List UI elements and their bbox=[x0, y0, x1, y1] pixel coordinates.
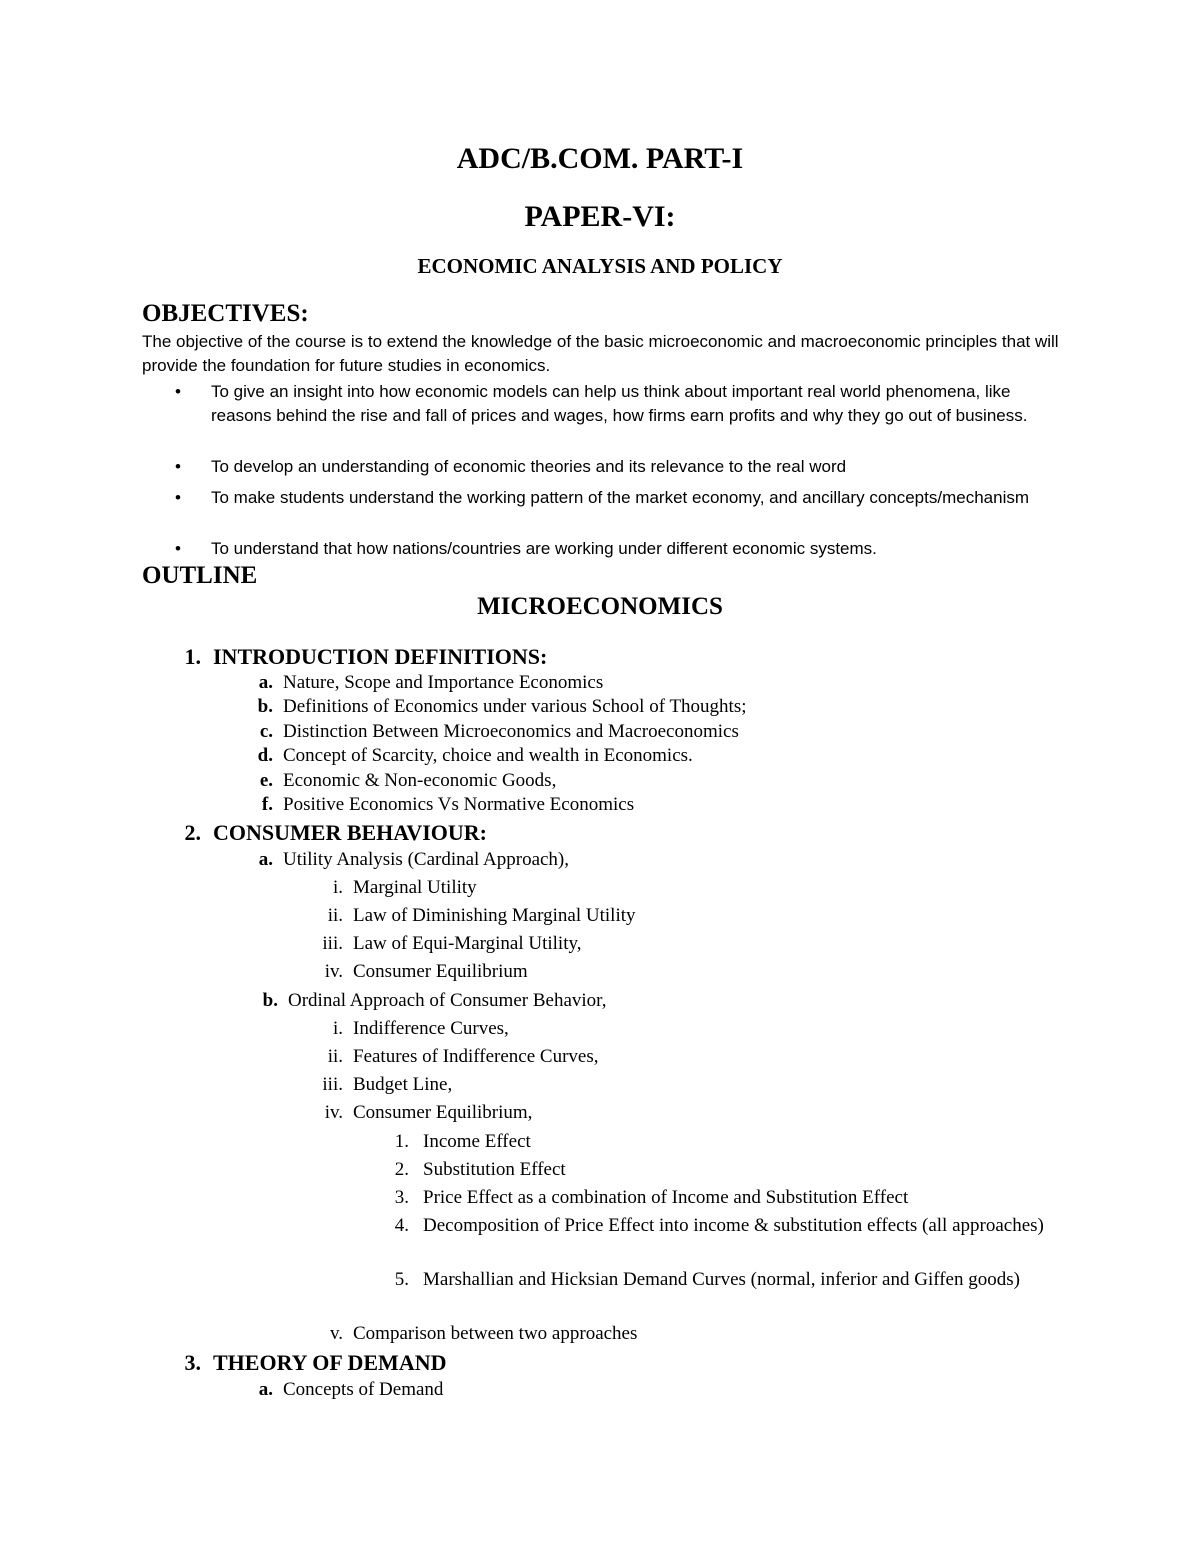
item-marker: d. bbox=[257, 745, 273, 766]
item-marker: 1. bbox=[184, 644, 201, 669]
item-text: THEORY OF DEMAND bbox=[213, 1350, 447, 1375]
paper-subtitle: ECONOMIC ANALYSIS AND POLICY bbox=[417, 254, 783, 278]
item-text: Definitions of Economics under various School of Thoughts; bbox=[283, 696, 747, 717]
item-marker: b. bbox=[257, 696, 273, 717]
item-marker: f. bbox=[261, 794, 273, 815]
objective-bullet bbox=[175, 455, 1075, 479]
item-text: Features of Indifference Curves, bbox=[353, 1046, 599, 1067]
bullet-text: To give an insight into how economic models can help us think about important real world phenomena, like reasons behind the rise and fall of prices and wages, how firms earn profits and why they go out of business. bbox=[211, 382, 1028, 425]
item-marker: i. bbox=[332, 877, 343, 898]
bullet-icon: • bbox=[175, 457, 181, 476]
item-text: Substitution Effect bbox=[423, 1159, 566, 1180]
item-text: CONSUMER BEHAVIOUR: bbox=[213, 820, 488, 845]
outline-heading: OUTLINE bbox=[142, 562, 258, 589]
item-marker: iv. bbox=[324, 961, 343, 982]
item-text: Concept of Scarcity, choice and wealth in Economics. bbox=[283, 745, 693, 766]
item-marker: ii. bbox=[327, 1046, 343, 1067]
paper-title: PAPER-VI: bbox=[524, 200, 676, 233]
item-text: Consumer Equilibrium, bbox=[353, 1102, 533, 1123]
item-marker: e. bbox=[259, 770, 273, 791]
item-text: Utility Analysis (Cardinal Approach), bbox=[283, 849, 570, 870]
item-marker: b. bbox=[262, 990, 278, 1011]
item-text: Economic & Non-economic Goods, bbox=[283, 770, 557, 791]
item-marker: 2. bbox=[184, 820, 201, 845]
bullet-text: To understand that how nations/countries are working under different economic systems. bbox=[211, 539, 877, 558]
bullet-text: To develop an understanding of economic theories and its relevance to the real word bbox=[211, 457, 847, 476]
item-text: Ordinal Approach of Consumer Behavior, bbox=[288, 990, 607, 1011]
item-marker: ii. bbox=[327, 905, 343, 926]
item-text: Income Effect bbox=[423, 1131, 531, 1152]
item-marker: iv. bbox=[324, 1102, 343, 1123]
course-title: ADC/B.COM. PART-I bbox=[456, 142, 744, 175]
item-text: INTRODUCTION DEFINITIONS: bbox=[213, 644, 548, 669]
objectives-heading: OBJECTIVES: bbox=[142, 300, 309, 327]
bullet-icon: • bbox=[175, 488, 181, 507]
item-text: Distinction Between Microeconomics and Macroeconomics bbox=[283, 721, 739, 742]
item-text: Law of Diminishing Marginal Utility bbox=[353, 905, 636, 926]
item-text: Nature, Scope and Importance Economics bbox=[283, 672, 604, 693]
objectives-intro: The objective of the course is to extend the knowledge of the basic microeconomic and macroeconomic principles that will provide the foundation for future studies in economics. bbox=[142, 332, 1059, 375]
item-marker: 2. bbox=[394, 1159, 409, 1180]
item-text: Marginal Utility bbox=[353, 877, 477, 898]
item-marker: 4. bbox=[394, 1215, 409, 1236]
objective-bullet bbox=[175, 537, 1075, 561]
bullet-icon: • bbox=[175, 382, 181, 401]
objective-bullet bbox=[175, 380, 1075, 428]
item-text: Budget Line, bbox=[353, 1074, 453, 1095]
item-text: Law of Equi-Marginal Utility, bbox=[353, 933, 582, 954]
item-marker: 1. bbox=[394, 1131, 409, 1152]
item-marker: i. bbox=[332, 1018, 343, 1039]
item-text: Price Effect as a combination of Income and Substitution Effect bbox=[423, 1187, 909, 1208]
item-marker: iii. bbox=[322, 933, 343, 954]
item-text: Indifference Curves, bbox=[353, 1018, 509, 1039]
item-marker: a. bbox=[258, 849, 273, 870]
item-marker: v. bbox=[329, 1323, 343, 1344]
item-marker: 3. bbox=[184, 1350, 201, 1375]
bullet-icon: • bbox=[175, 539, 181, 558]
item-text: Positive Economics Vs Normative Economics bbox=[283, 794, 635, 815]
item-marker: iii. bbox=[322, 1074, 343, 1095]
section-title: MICROECONOMICS bbox=[477, 593, 723, 620]
item-marker: a. bbox=[258, 1379, 273, 1400]
item-text: Consumer Equilibrium bbox=[353, 961, 528, 982]
objective-bullet bbox=[175, 486, 1075, 510]
bullet-text: To make students understand the working pattern of the market economy, and ancillary concepts/mechanism bbox=[211, 488, 1030, 507]
item-marker: 3. bbox=[394, 1187, 409, 1208]
item-text: Marshallian and Hicksian Demand Curves (normal, inferior and Giffen goods) bbox=[423, 1269, 1020, 1290]
item-text: Concepts of Demand bbox=[283, 1379, 444, 1400]
item-marker: 5. bbox=[394, 1269, 409, 1290]
item-marker: c. bbox=[259, 721, 273, 742]
item-text: Decomposition of Price Effect into income & substitution effects (all approaches) bbox=[423, 1215, 1044, 1236]
item-text: Comparison between two approaches bbox=[353, 1323, 638, 1344]
item-marker: a. bbox=[258, 672, 273, 693]
